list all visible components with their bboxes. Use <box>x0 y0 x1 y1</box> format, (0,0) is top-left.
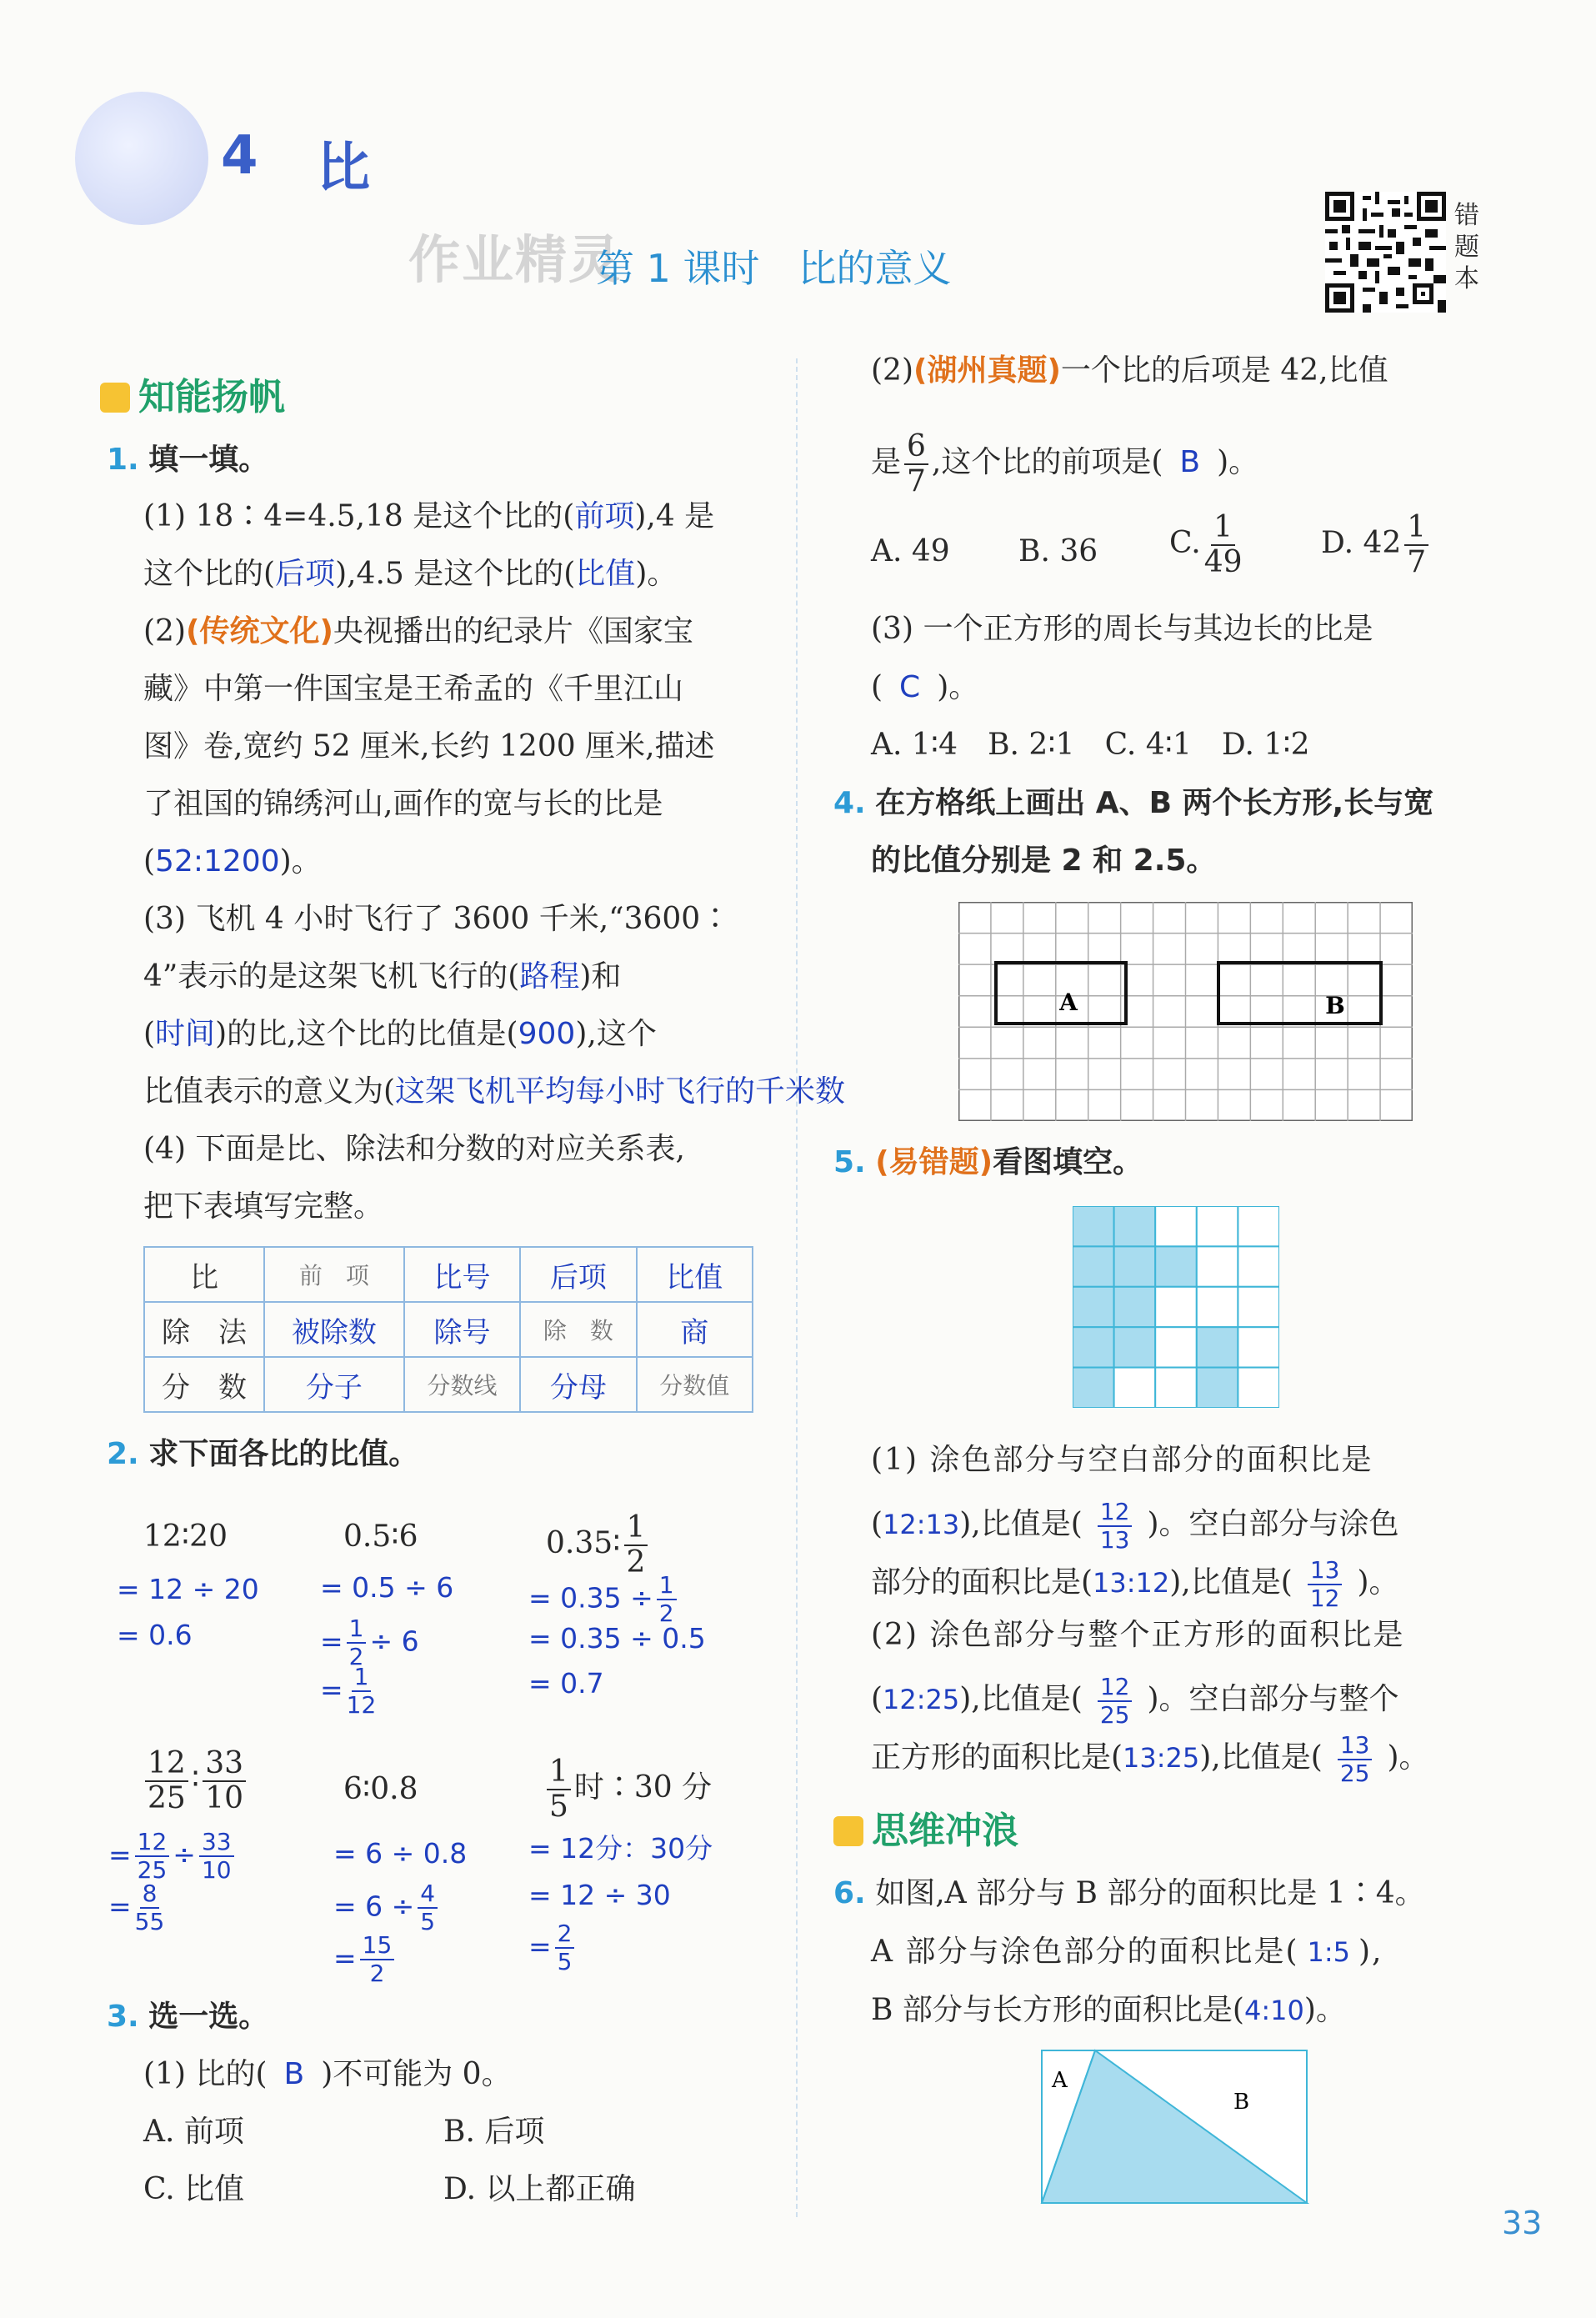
q3-part1-option-c[interactable]: C. 比值 <box>143 2172 245 2206</box>
section-title-zhineng: 知能扬帆 <box>100 367 285 420</box>
answer: B <box>1179 445 1201 479</box>
q6-line1: 6. 如图,A 部分与 B 部分的面积比是 1∶4。 <box>833 1876 1425 1910</box>
grid-cell <box>1155 1368 1197 1408</box>
part-a-label: A <box>1052 2068 1068 2093</box>
q1-part3-line4: 比值表示的意义为(这架飞机平均每小时飞行的千米数 <box>143 1074 846 1109</box>
q3-part2-line1: (2)(湖州真题)一个比的后项是 42,比值 <box>871 353 1388 388</box>
table-cell: 分 数 <box>144 1357 264 1412</box>
grid-cell <box>1197 1206 1238 1246</box>
table-cell: 比 <box>144 1247 264 1302</box>
q2-e4-question: $\frac{12}{25}$ ∶ $\frac{33}{10}$ <box>142 1749 249 1814</box>
q2-e1-step1: = 12 ÷ 20 <box>117 1573 259 1605</box>
q2-e3-step2: = 0.35 ÷ 0.5 <box>528 1622 706 1655</box>
table-cell-answer: 后项 <box>520 1247 636 1302</box>
table-cell-answer: 商 <box>637 1302 753 1357</box>
answer: C <box>899 670 921 704</box>
table-cell: 除 法 <box>144 1302 264 1357</box>
table-cell: 分数线 <box>404 1357 520 1412</box>
grid-cell <box>1197 1327 1238 1367</box>
q2-e1-question: 12∶20 <box>143 1519 228 1554</box>
grid-cell <box>1238 1327 1279 1367</box>
q4-grid-paper <box>958 902 1413 1121</box>
answer: 13:12 <box>1093 1567 1170 1599</box>
q5-part1-line3: 部分的面积比是(13:12),比值是( $\frac{13}{12}$ )。 <box>871 1556 1399 1612</box>
q5-part2-line1: (2) 涂色部分与整个正方形的面积比是 <box>871 1618 1405 1652</box>
q2-title: 2. 求下面各比的比值。 <box>107 1437 419 1471</box>
q5-part1-line1: (1) 涂色部分与空白部分的面积比是 <box>871 1443 1373 1477</box>
tag-traditional-culture: (传统文化) <box>186 614 333 648</box>
answer: B <box>283 2057 305 2091</box>
page-number: 33 <box>1502 2205 1543 2241</box>
grid-cell <box>1155 1287 1197 1327</box>
q3-part1: (1) 比的( B )不可能为 0。 <box>143 2057 512 2091</box>
section-flag-icon <box>100 383 130 413</box>
grid-cell <box>1155 1206 1197 1246</box>
chapter-title: 比 <box>317 138 370 199</box>
grid-cell <box>1073 1287 1114 1327</box>
q3-part2-option-b[interactable]: B. 36 <box>1018 534 1098 568</box>
table-cell-answer: 分母 <box>520 1357 636 1412</box>
q2-e2-step1: = 0.5 ÷ 6 <box>320 1571 454 1604</box>
table-cell-answer: 比值 <box>637 1247 753 1302</box>
q3-part2-line2: 是 $\frac{6}{7}$ ,这个比的前项是( B )。 <box>871 429 1259 498</box>
q3-part3-options[interactable]: A. 1∶4 B. 2∶1 C. 4∶1 D. 1∶2 <box>871 728 1310 762</box>
grid-cell <box>1073 1368 1114 1408</box>
q2-e3-question: 0.35∶ $\frac{1}{2}$ <box>546 1513 651 1578</box>
q1-part2-line1: (2)(传统文化)央视播出的纪录片《国家宝 <box>143 614 693 648</box>
q2-e2-step2: = $\frac{1}{2}$ ÷ 6 <box>320 1615 419 1670</box>
q3-part3-line1: (3) 一个正方形的周长与其边长的比是 <box>871 612 1373 646</box>
answer: 4:10 <box>1243 1995 1304 2026</box>
answer: 这架飞机平均每小时飞行的千米数 <box>395 1074 846 1109</box>
grid-cell <box>1114 1327 1156 1367</box>
q3-part3-line2: ( C )。 <box>871 670 979 704</box>
q2-e5-step2: = 6 ÷ $\frac{4}{5}$ <box>333 1882 441 1934</box>
watermark: 作业精灵 <box>408 229 623 290</box>
q3-title: 3. 选一选。 <box>107 2000 269 2034</box>
section-flag-icon <box>833 1816 863 1846</box>
answer: 52:1200 <box>155 844 280 879</box>
grid-cell <box>1197 1246 1238 1286</box>
q4-title-line1: 4. 在方格纸上画出 A、B 两个长方形,长与宽 <box>833 786 1434 820</box>
q1-title: 1. 填一填。 <box>107 443 269 477</box>
q3-part2-option-a[interactable]: A. 49 <box>871 534 950 568</box>
answer: 后项 <box>275 557 336 591</box>
grid-cell <box>1114 1246 1156 1286</box>
q5-part1-line2: (12:13),比值是( $\frac{12}{13}$ )。空白部分与涂色 <box>871 1498 1399 1554</box>
q2-e5-question: 6∶0.8 <box>343 1772 418 1806</box>
table-cell: 分数值 <box>637 1357 753 1412</box>
grid-cell <box>1238 1287 1279 1327</box>
grid-cell <box>1073 1246 1114 1286</box>
grid-cell <box>1155 1246 1197 1286</box>
lesson-title: 第 1 课时 比的意义 <box>596 246 952 291</box>
q2-e6-step3: = $\frac{2}{5}$ <box>528 1922 578 1974</box>
q2-e4-step1: = $\frac{12}{25}$ ÷ $\frac{33}{10}$ <box>108 1830 238 1882</box>
q6-line2: A 部分与涂色部分的面积比是( 1:5 ), <box>871 1935 1383 1969</box>
q2-e5-step1: = 6 ÷ 0.8 <box>333 1837 468 1870</box>
relation-table <box>143 1246 753 1413</box>
q3-part1-option-d[interactable]: D. 以上都正确 <box>443 2172 636 2206</box>
table-cell-answer: 除号 <box>404 1302 520 1357</box>
grid-cell <box>1238 1206 1279 1246</box>
grid-cell <box>1114 1206 1156 1246</box>
q2-e1-step2: = 0.6 <box>117 1619 193 1651</box>
part-b-label: B <box>1233 2090 1250 2115</box>
q2-e3-step1: = 0.35 ÷ $\frac{1}{2}$ <box>528 1574 680 1625</box>
q2-e2-step3: = $\frac{1}{12}$ <box>320 1663 377 1719</box>
grid-cell <box>1238 1368 1279 1408</box>
rectangle-b-label: B <box>1325 992 1345 1019</box>
q5-part2-line3: 正方形的面积比是(13:25),比值是( $\frac{13}{25}$ )。 <box>871 1731 1429 1787</box>
q6-line3: B 部分与长方形的面积比是(4:10)。 <box>871 1993 1346 2027</box>
q3-part1-option-a[interactable]: A. 前项 <box>143 2115 244 2149</box>
answer: 12:13 <box>883 1509 960 1540</box>
q1-part3-line2: 4”表示的是这架飞机飞行的(路程)和 <box>143 959 622 994</box>
tag-error-prone: (易错题) <box>875 1145 993 1179</box>
q2-e4-step2: = $\frac{8}{55}$ <box>108 1880 165 1935</box>
q1-part1-line1: (1) 18∶4=4.5,18 是这个比的(前项),4 是 <box>143 499 715 533</box>
q4-title-line2: 的比值分别是 2 和 2.5。 <box>871 844 1217 878</box>
answer: 12:25 <box>883 1684 960 1715</box>
q1-part2-line4: 了祖国的锦绣河山,画作的宽与长的比是 <box>143 787 663 821</box>
section-title-siwei: 思维冲浪 <box>833 1800 1018 1854</box>
q1-part4-line2: 把下表填写完整。 <box>143 1189 384 1224</box>
answer: 路程 <box>519 959 580 994</box>
q3-part1-option-b[interactable]: B. 后项 <box>443 2115 545 2149</box>
table-cell-answer: 分子 <box>264 1357 404 1412</box>
table-cell-answer: 比号 <box>404 1247 520 1302</box>
answer: 1:5 <box>1307 1936 1350 1968</box>
q2-e3-step3: = 0.7 <box>528 1667 604 1700</box>
grid-cell <box>1114 1368 1156 1408</box>
q1-part2-line3: 图》卷,宽约 52 厘米,长约 1200 厘米,描述 <box>143 729 715 763</box>
qr-side-label: 错 题 本 <box>1454 201 1479 293</box>
q3-part2-option-c[interactable]: C. $\frac{1}{49}$ <box>1169 510 1243 579</box>
answer: 900 <box>518 1017 576 1051</box>
q1-part3-line1: (3) 飞机 4 小时飞行了 3600 千米,“3600∶ <box>143 902 731 936</box>
chapter-badge-circle <box>75 92 208 225</box>
qr-code-icon[interactable] <box>1325 192 1446 313</box>
q2-e6-step1: = 12分：30分 <box>528 1832 713 1865</box>
q2-e6-question: $\frac{1}{5}$ 时∶30 分 <box>543 1757 712 1822</box>
column-divider <box>796 358 798 2217</box>
q5-title: 5. (易错题)看图填空。 <box>833 1145 1143 1179</box>
q2-e5-step3: = $\frac{15}{2}$ <box>333 1934 398 1985</box>
table-cell: 前 项 <box>264 1247 404 1302</box>
grid-cell <box>1197 1368 1238 1408</box>
grid-cell <box>1238 1246 1279 1286</box>
answer: 13:25 <box>1123 1742 1200 1774</box>
q2-e6-step2: = 12 ÷ 30 <box>528 1879 671 1911</box>
answer: 前项 <box>574 499 635 533</box>
grid-cell <box>1155 1327 1197 1367</box>
answer: 时间 <box>155 1017 216 1051</box>
grid-cell <box>1073 1327 1114 1367</box>
q1-part2-line2: 藏》中第一件国宝是王希孟的《千里江山 <box>143 672 684 706</box>
q1-part3-line3: (时间)的比,这个比的比值是(900),这个 <box>143 1017 657 1051</box>
chapter-number: 4 <box>221 125 258 187</box>
q5-part2-line2: (12:25),比值是( $\frac{12}{25}$ )。空白部分与整个 <box>871 1673 1399 1729</box>
answer: 比值 <box>575 557 636 591</box>
rectangle-a-label: A <box>1059 989 1078 1016</box>
grid-cell <box>1073 1206 1114 1246</box>
q1-part4-line1: (4) 下面是比、除法和分数的对应关系表, <box>143 1132 685 1166</box>
q5-square-grid <box>1073 1206 1279 1408</box>
q1-part2-line5: (52:1200)。 <box>143 844 322 879</box>
q6-rectangle-figure <box>1040 2049 1311 2207</box>
table-cell: 除 数 <box>520 1302 636 1357</box>
tag-huzhou-exam: (湖州真题) <box>913 353 1061 388</box>
grid-cell <box>1114 1287 1156 1327</box>
q2-e2-question: 0.5∶6 <box>343 1519 418 1554</box>
grid-cell <box>1197 1287 1238 1327</box>
q1-part1-line2: 这个比的(后项),4.5 是这个比的(比值)。 <box>143 557 678 591</box>
table-cell-answer: 被除数 <box>264 1302 404 1357</box>
q3-part2-option-d[interactable]: D. 42 $\frac{1}{7}$ <box>1321 513 1432 578</box>
